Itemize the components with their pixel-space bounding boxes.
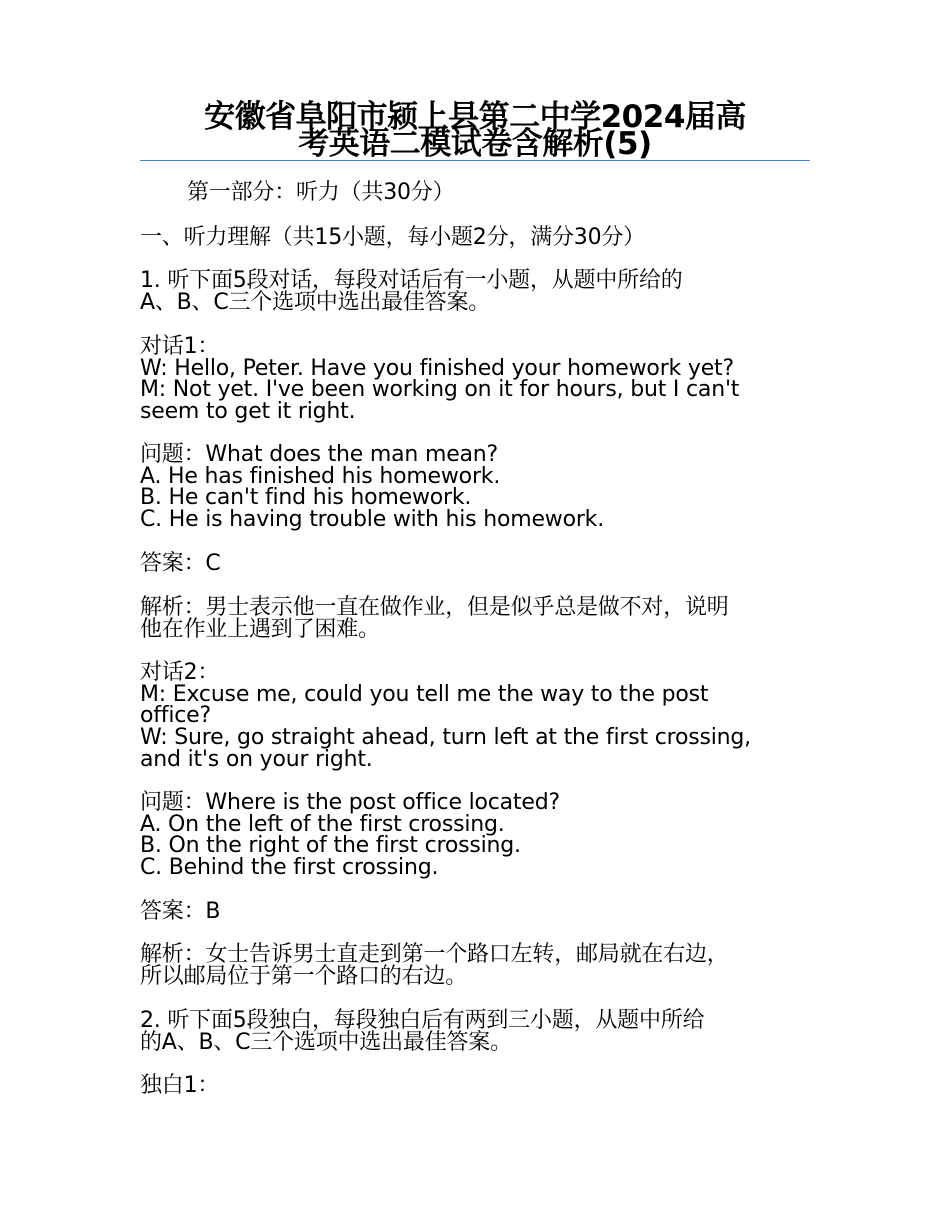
dialogue-label: 对话1： — [140, 334, 220, 359]
dialogue-line: M: Not yet. I've been working on it for hours, but I can't — [140, 377, 740, 403]
dialogue-line: W: Sure, go straight ahead, turn left at the first crossing, — [140, 725, 751, 751]
dialogue-line: seem to get it right. — [140, 399, 356, 425]
analysis-line: 解析：男士表示他一直在做作业，但是似乎总是做不对，说明 — [140, 595, 729, 620]
question-text: 问题：Where is the post office located? — [140, 790, 560, 815]
analysis-1 — [140, 597, 810, 640]
option-b: B. On the right of the first crossing. — [140, 833, 521, 859]
option-c: C. Behind the first crossing. — [140, 855, 439, 881]
instruction-2-line: 的A、B、C三个选项中选出最佳答案。 — [140, 1029, 512, 1055]
option-a: A. On the left of the first crossing. — [140, 811, 505, 837]
option-a: A. He has finished his homework. — [140, 463, 501, 489]
instruction-2-line: 2. 听下面5段独白，每段独白后有两到三小题，从题中所给 — [140, 1008, 705, 1033]
section-heading: 一、听力理解（共15小题，每小题2分，满分30分） — [140, 225, 645, 250]
analysis-line: 解析：女士告诉男士直走到第一个路口左转，邮局就在右边， — [140, 942, 729, 967]
answer-1: 答案：C — [140, 551, 221, 576]
analysis-2 — [140, 944, 810, 987]
analysis-line: 所以邮局位于第一个路口的右边。 — [140, 963, 468, 989]
part-heading: 第一部分：听力（共30分） — [187, 180, 455, 205]
title-line-2: 考英语二模试卷含解析(5) — [298, 126, 652, 162]
document-title — [140, 99, 810, 162]
answer-2: 答案：B — [140, 899, 221, 924]
dialogue-2 — [140, 662, 810, 771]
option-c: C. He is having trouble with his homework. — [140, 507, 605, 533]
dialogue-1 — [140, 336, 810, 423]
question-2 — [140, 792, 810, 879]
dialogue-line: W: Hello, Peter. Have you finished your homework yet? — [140, 355, 734, 381]
instruction-1 — [140, 270, 810, 313]
instruction-1-line: A、B、C三个选项中选出最佳答案。 — [140, 289, 491, 315]
question-1 — [140, 444, 810, 531]
dialogue-line: and it's on your right. — [140, 746, 373, 772]
option-b: B. He can't find his homework. — [140, 485, 472, 511]
question-text: 问题：What does the man mean? — [140, 442, 499, 467]
title-underline — [140, 160, 810, 161]
title-line-1: 安徽省阜阳市颍上县第二中学2024届高 — [204, 99, 746, 135]
monologue-1-label: 独白1： — [140, 1073, 220, 1098]
dialogue-label: 对话2： — [140, 660, 220, 685]
instruction-2 — [140, 1010, 810, 1053]
analysis-line: 他在作业上遇到了困难。 — [140, 616, 380, 642]
instruction-1-line: 1. 听下面5段对话，每段对话后有一小题，从题中所给的 — [140, 268, 683, 293]
dialogue-line: office? — [140, 703, 211, 729]
dialogue-line: M: Excuse me, could you tell me the way to the post — [140, 681, 709, 707]
